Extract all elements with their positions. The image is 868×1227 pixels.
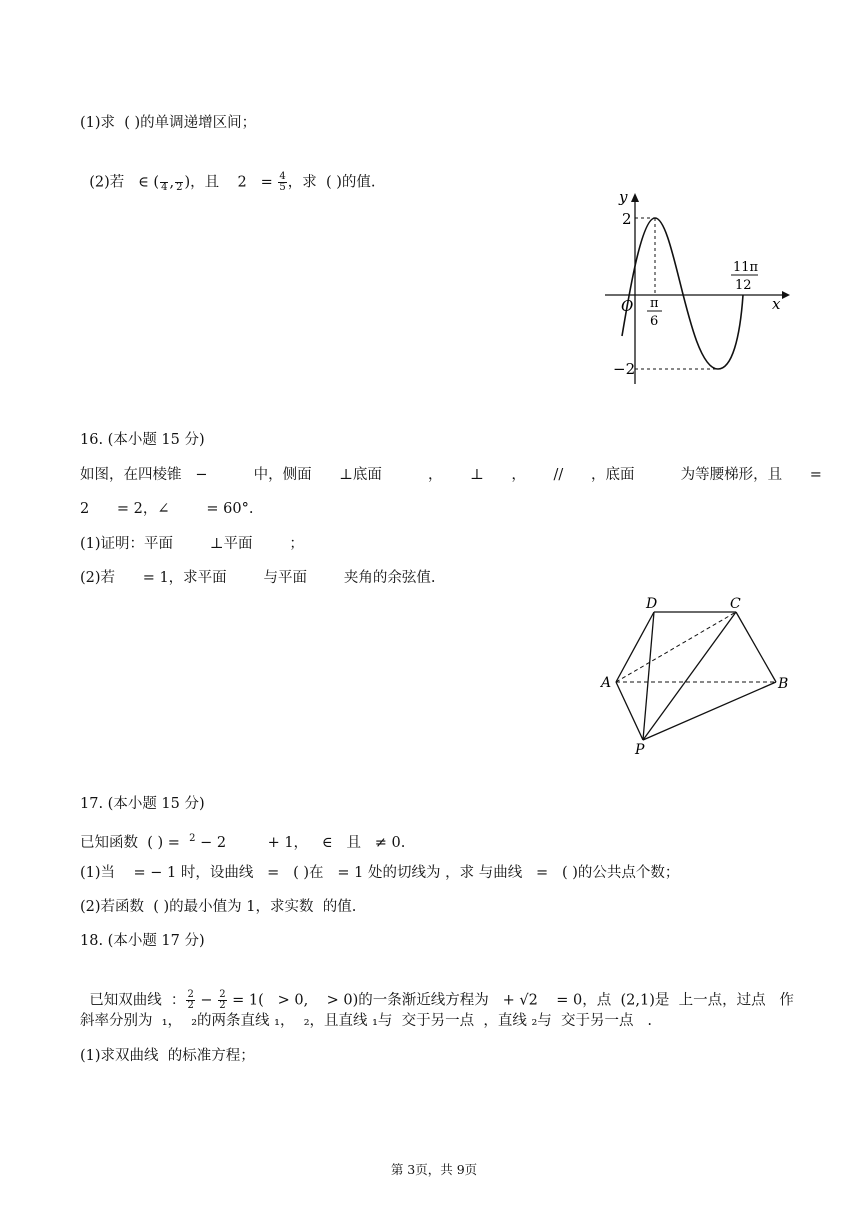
edge-CB [736, 612, 776, 682]
q15-frac2-den: 2 [176, 182, 183, 193]
q18-frac2-den: 2 [219, 1000, 226, 1011]
y-axis-label: y [619, 188, 628, 206]
pyramid-figure [598, 594, 798, 756]
q17-line1-sup: 2 [189, 833, 196, 844]
vertex-A-label: A [601, 675, 612, 691]
q17-part2: (2)若函数 ( )的最小值为 1，求实数 的值. [80, 899, 357, 915]
q16-part2: (2)若 = 1，求平面 与平面 夹角的余弦值. [80, 570, 436, 586]
x1-num-label: π [650, 296, 659, 311]
q18-frac2 [218, 990, 226, 1011]
q16-part1: (1)证明：平面 ⊥平面 ； [80, 536, 304, 552]
q15-part2-prefix: (2)若 ∈ ( [89, 174, 160, 191]
q16-line2: 2 = 2，∠ = 60°. [80, 501, 254, 517]
edge-PB [643, 682, 776, 740]
q18-line1-a: 已知双曲线 ： [89, 992, 186, 1009]
vertex-C-label: C [730, 596, 741, 612]
q15-comma: , [169, 174, 175, 191]
q18-frac1 [186, 990, 194, 1011]
edge-AC [616, 612, 736, 682]
q15-part2-suffix: ，求 ( )的值. [287, 174, 376, 191]
edge-PD [643, 612, 654, 740]
edge-AP [616, 682, 643, 740]
q18-frac1-num: 2 [187, 989, 194, 1000]
x2-den-label: 12 [735, 278, 752, 293]
q17-line1-a: 已知函数 ( ) = [80, 834, 190, 851]
q18-minus: − [195, 992, 218, 1009]
q18-part1: (1)求双曲线 的标准方程； [80, 1048, 255, 1064]
vertex-D-label: D [646, 596, 658, 612]
x-axis-arrow-icon [782, 291, 790, 299]
y-min-label: −2 [613, 360, 636, 378]
q17-header: 17. (本小题 15 分) [80, 796, 205, 812]
q15-part1: (1)求 ( )的单调递增区间； [80, 115, 257, 131]
q15-frac1-den: 4 [161, 182, 168, 193]
origin-label: O [621, 297, 634, 315]
q15-part2-mid: )，且 2 = [184, 174, 278, 191]
q16-header: 16. (本小题 15 分) [80, 432, 205, 448]
q18-header: 18. (本小题 17 分) [80, 933, 205, 949]
q15-part2 [80, 152, 376, 193]
edge-PC [643, 612, 736, 740]
q17-line1 [80, 829, 405, 853]
vertex-B-label: B [778, 676, 789, 692]
q15-frac3-num: 4 [279, 171, 286, 182]
sine-curve [622, 218, 743, 369]
sine-graph-figure [600, 188, 790, 388]
q18-line2: 斜率分别为 ₁， ₂的两条直线 ₁， ₂，且直线 ₁与 交于另一点 ，直线 ₂与 交于另一点 . [80, 1013, 652, 1029]
q15-frac3 [278, 172, 286, 193]
y-axis-arrow-icon [631, 193, 639, 202]
q17-line1-b: − 2 + 1， ∈ 且 ≠ 0. [195, 834, 406, 851]
q15-frac2 [175, 172, 183, 193]
vertex-P-label: P [635, 742, 645, 756]
x-axis-label: x [772, 295, 781, 313]
q16-line1: 如图，在四棱锥 − 中，侧面 ⊥底面 ， ⊥ ， // ，底面 为等腰梯形，且 = [80, 467, 822, 483]
q15-frac1 [160, 172, 168, 193]
q15-frac3-den: 5 [279, 182, 286, 193]
q18-line1 [80, 970, 794, 1011]
x2-num-label: 11π [733, 260, 759, 275]
q18-frac1-den: 2 [187, 1000, 194, 1011]
y-max-label: 2 [622, 210, 632, 228]
x1-den-label: 6 [650, 314, 659, 329]
q17-part1: (1)当 = − 1 时，设曲线 = ( )在 = 1 处的切线为 ，求 与曲线 = ( )的公共点个数； [80, 865, 680, 881]
q18-line1-b: = 1( > 0, > 0)的一条渐近线方程为 + √2 = 0，点 (2,1)是 上一点，过点 作 [227, 992, 794, 1009]
q18-frac2-num: 2 [219, 989, 226, 1000]
page-footer: 第 3页，共 9页 [390, 1162, 478, 1177]
